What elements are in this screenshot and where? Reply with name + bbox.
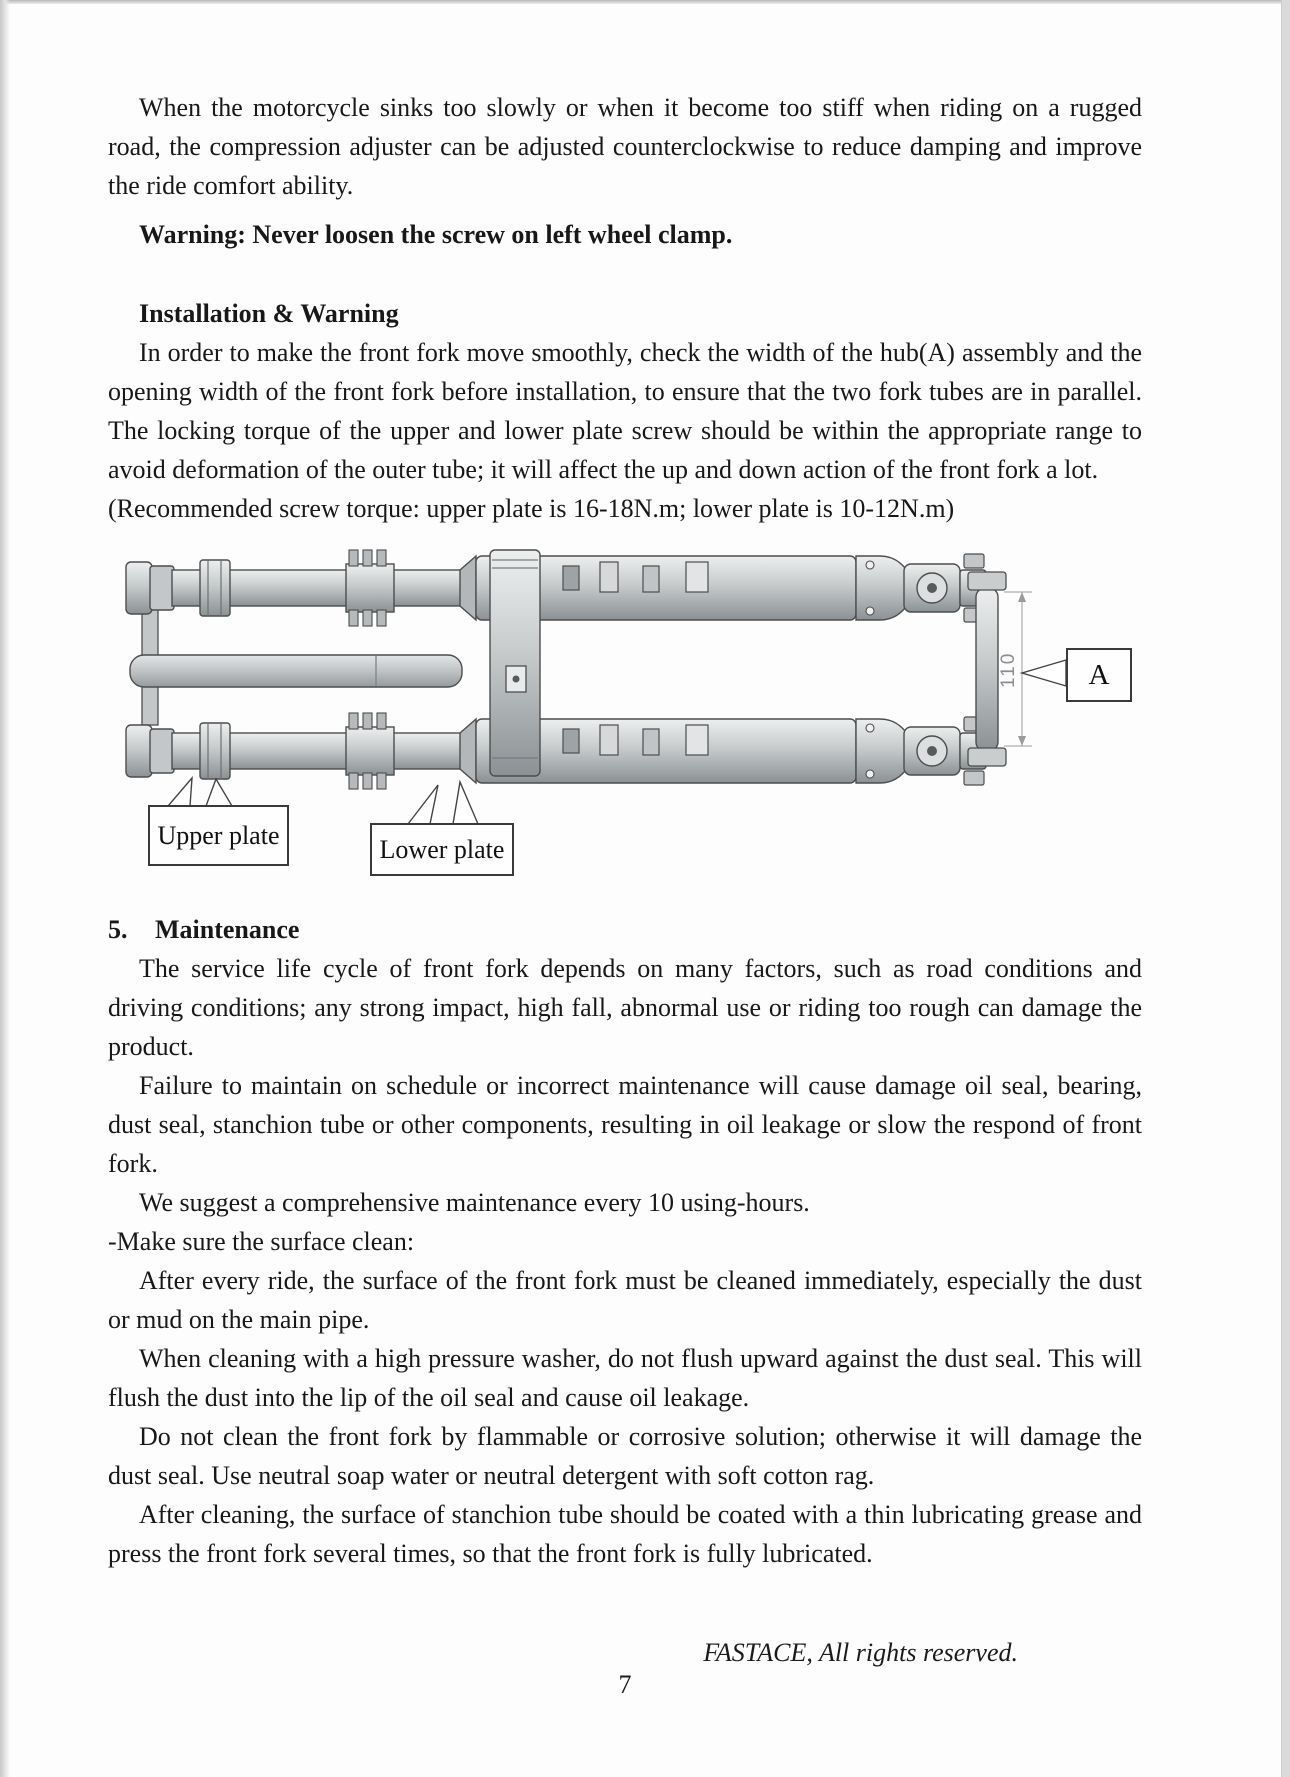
upper-plate-callout xyxy=(148,805,289,866)
heading-maintenance xyxy=(108,910,1142,949)
page-edge-left xyxy=(0,0,10,1777)
paragraph-maintenance-1: The service life cycle of front fork depends on many factors, such as road conditions and driving conditions; any strong impact, high fall, abnormal use or riding too rough can damage the product. xyxy=(108,954,1142,1061)
footer-copyright: FASTACE, All rights reserved. xyxy=(703,1638,1018,1667)
lower-plate-callout xyxy=(370,823,514,876)
page-edge-top xyxy=(0,0,1290,4)
upper-fork-leg xyxy=(126,550,986,626)
paragraph-warning: Warning: Never loosen the screw on left wheel clamp. xyxy=(139,220,733,249)
paragraph-maintenance-7: After cleaning, the surface of stanchion tube should be coated with a thin lubricating grease and press the front fork several times, so that the front fork is fully lubricated. xyxy=(108,1500,1142,1568)
lower-plate-label: Lower plate xyxy=(379,834,505,864)
dimension-110 xyxy=(998,592,1032,746)
paragraph-maintenance-5: When cleaning with a high pressure washer, do not flush upward against the dust seal. This will flush the dust into the lip of the oil seal and cause oil leakage. xyxy=(108,1344,1142,1412)
page-number: 7 xyxy=(618,1670,632,1699)
paragraph-maintenance-4: After every ride, the surface of the front fork must be cleaned immediately, especially the dust or mud on the main pipe. xyxy=(108,1266,1142,1334)
maintenance-section-number: 5. xyxy=(108,915,128,944)
paragraph-intro: When the motorcycle sinks too slowly or when it become too stiff when riding on a rugged road, the compression adjuster can be adjusted counterclockwise to reduce damping and improve the ride comfort ability. xyxy=(108,93,1142,200)
heading-installation-warning: Installation & Warning xyxy=(139,299,399,328)
callout-a-label: A xyxy=(1088,658,1110,691)
paragraph-maintenance-3: We suggest a comprehensive maintenance every 10 using-hours. xyxy=(139,1188,810,1217)
lower-fork-leg xyxy=(126,713,986,789)
dimension-110-text: 110 xyxy=(998,651,1019,688)
paragraph-torque-note: (Recommended screw torque: upper plate is 16-18N.m; lower plate is 10-12N.m) xyxy=(108,494,955,523)
front-fork-diagram xyxy=(108,548,1142,906)
paragraph-maintenance-2: Failure to maintain on schedule or incorrect maintenance will cause damage oil seal, bearing, dust seal, stanchion tube or other components, resulting in oil leakage or slow the respond of front fork. xyxy=(108,1071,1142,1178)
paragraph-surface-clean: -Make sure the surface clean: xyxy=(108,1227,415,1256)
lower-plate-clamp xyxy=(490,550,540,776)
page-content xyxy=(108,88,1142,1573)
paragraph-installation-body: In order to make the front fork move smoothly, check the width of the hub(A) assembly and the opening width of the front fork before installation, to ensure that the two fork tubes are in parallel. The locking torque of the upper and lower plate screw should be within the appropriate range to avoid deformation of the outer tube; it will affect the up and down action of the front fork a lot. xyxy=(108,338,1142,484)
paragraph-maintenance-6: Do not clean the front fork by flammable or corrosive solution; otherwise it will damage the dust seal. Use neutral soap water or neutral detergent with soft cotton rag. xyxy=(108,1422,1142,1490)
callout-a xyxy=(1066,648,1132,702)
maintenance-section-title: Maintenance xyxy=(155,915,300,944)
steering-stem-assembly xyxy=(130,603,462,725)
page-edge-right xyxy=(1281,0,1290,1777)
upper-plate-label: Upper plate xyxy=(157,820,280,850)
